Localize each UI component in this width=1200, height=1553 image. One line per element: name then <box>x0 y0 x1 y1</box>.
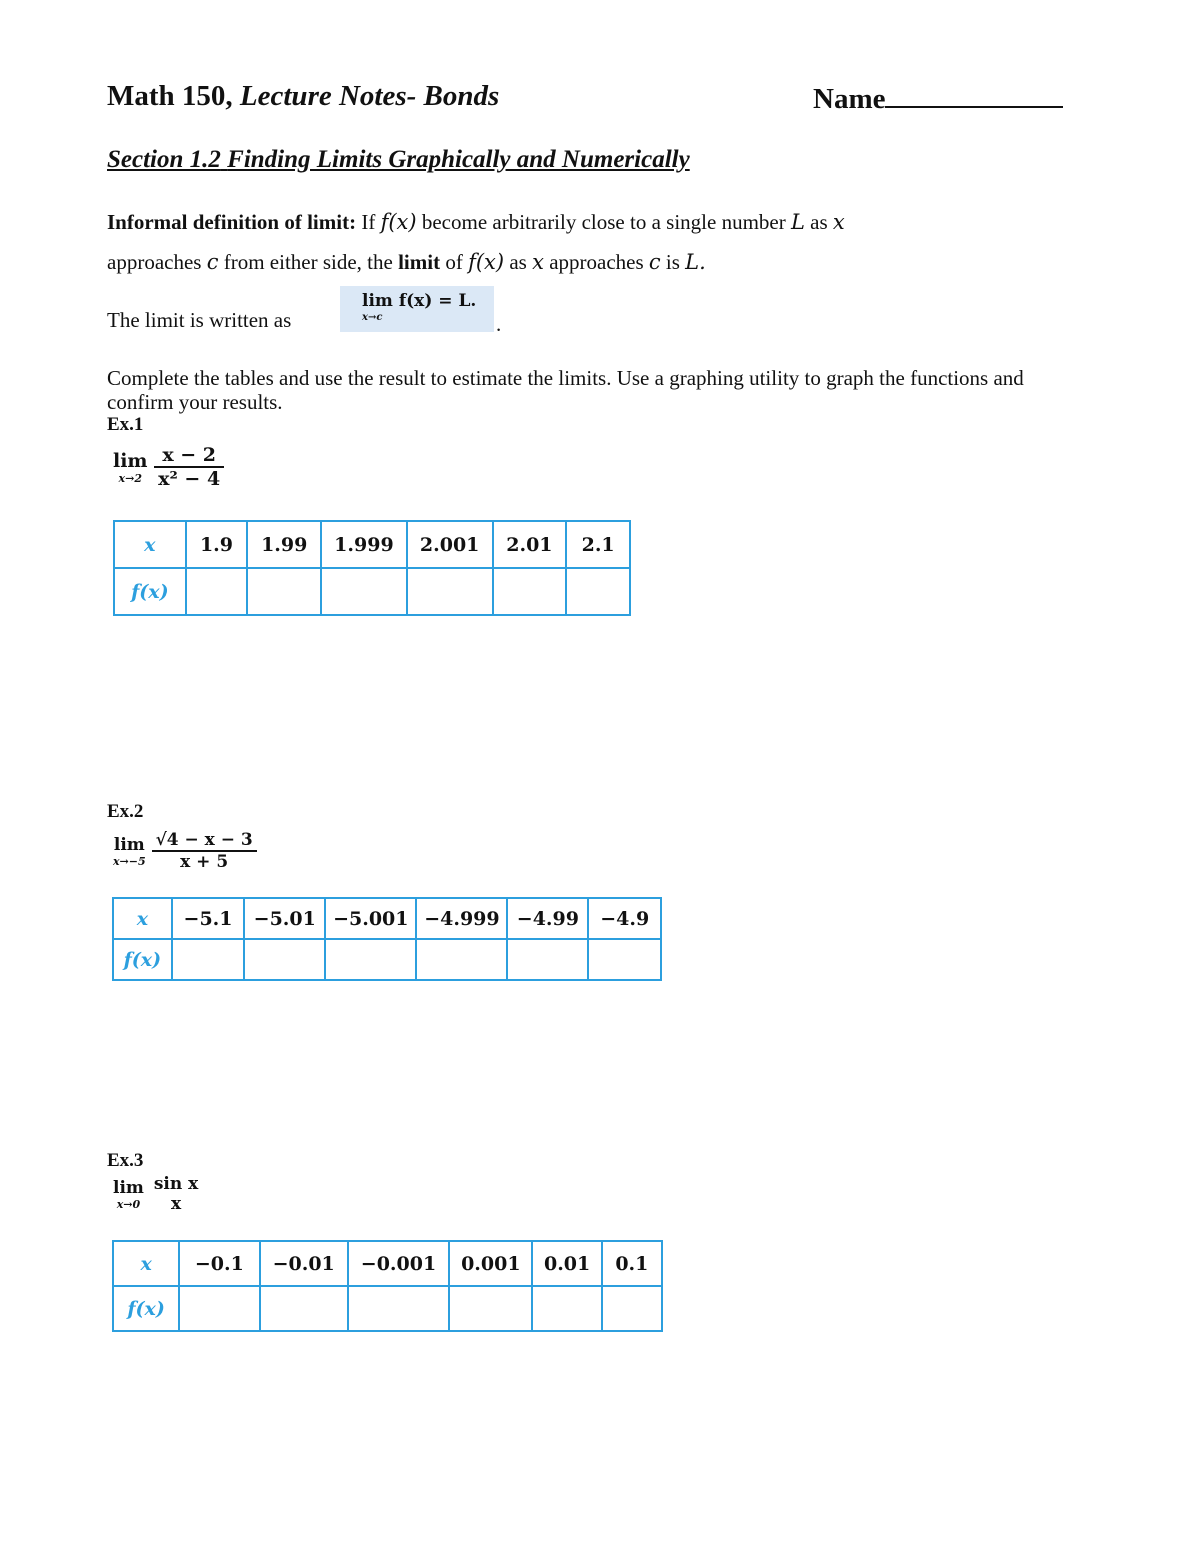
x-value-cell: 1.9 <box>186 521 248 568</box>
definition-c: c <box>648 250 661 274</box>
x-value-cell: −5.01 <box>244 898 325 939</box>
numerator: sin x <box>153 1174 199 1194</box>
x-value-cell: −4.99 <box>507 898 588 939</box>
fx-answer-cell[interactable] <box>179 1286 259 1331</box>
fraction <box>150 1174 202 1214</box>
name-blank-line[interactable] <box>885 80 1063 108</box>
lecture-title: Lecture Notes- Bonds <box>239 80 500 112</box>
document-title <box>107 80 499 113</box>
fx-answer-cell[interactable] <box>247 568 321 615</box>
definition-text: is <box>665 250 680 274</box>
lim-subscript: x→2 <box>118 471 142 485</box>
x-value-cell: 0.01 <box>532 1241 601 1286</box>
x-value-cell: −5.1 <box>172 898 245 939</box>
fx-answer-cell[interactable] <box>449 1286 532 1331</box>
fraction <box>152 830 257 872</box>
fx-answer-cell[interactable] <box>493 568 567 615</box>
row-header-fx: f(x) <box>113 1286 179 1331</box>
definition-text: If <box>361 210 376 234</box>
x-value-cell: −5.001 <box>325 898 416 939</box>
row-header-fx: f(x) <box>113 939 172 980</box>
example-expression <box>113 830 257 872</box>
limit-notation-box <box>340 286 494 332</box>
definition-x: x <box>532 250 544 274</box>
course-label: Math 150, <box>107 80 233 112</box>
definition-text: from either side, the <box>223 250 393 274</box>
fx-answer-cell[interactable] <box>588 939 661 980</box>
x-value-cell: 0.1 <box>602 1241 662 1286</box>
x-value-cell: 0.001 <box>449 1241 532 1286</box>
table-row <box>114 568 630 615</box>
limit-notation-text: The limit is written as <box>107 308 292 332</box>
definition-fx: f(x) <box>380 210 417 234</box>
x-value-cell: −4.9 <box>588 898 661 939</box>
numerator: x − 2 <box>162 444 217 466</box>
fx-answer-cell[interactable] <box>602 1286 662 1331</box>
lim-subscript: x→0 <box>116 1197 141 1211</box>
fx-answer-cell[interactable] <box>407 568 493 615</box>
denominator: x + 5 <box>152 850 257 872</box>
row-header-x: x <box>113 1241 179 1286</box>
row-header-fx: f(x) <box>114 568 186 615</box>
denominator: x² − 4 <box>154 466 224 490</box>
x-value-cell: −0.001 <box>348 1241 449 1286</box>
table-row <box>113 898 661 939</box>
numerator: √4 − x − 3 <box>155 830 253 850</box>
fx-answer-cell[interactable] <box>507 939 588 980</box>
fx-answer-cell[interactable] <box>260 1286 348 1331</box>
lim-operator: lim x→−5 <box>113 834 146 868</box>
fx-answer-cell[interactable] <box>244 939 325 980</box>
fx-answer-cell[interactable] <box>172 939 245 980</box>
definition-label: Informal definition of limit: <box>107 210 357 234</box>
lim-operator: lim x→0 <box>113 1177 144 1211</box>
definition-text: approaches <box>549 250 644 274</box>
definition-fx: f(x) <box>468 250 505 274</box>
limit-definition <box>107 202 1067 282</box>
example-expression <box>113 1174 202 1214</box>
x-value-cell: 1.999 <box>321 521 407 568</box>
definition-text: as <box>509 250 527 274</box>
fx-answer-cell[interactable] <box>532 1286 601 1331</box>
definition-limit-word: limit <box>398 250 441 274</box>
x-value-cell: −0.1 <box>179 1241 259 1286</box>
row-header-x: x <box>113 898 172 939</box>
value-table <box>112 1240 663 1332</box>
fx-answer-cell[interactable] <box>186 568 248 615</box>
table-row <box>114 521 630 568</box>
x-value-cell: 2.001 <box>407 521 493 568</box>
definition-text: of <box>445 250 463 274</box>
section-title: Finding Limits Graphically and Numerically <box>227 146 690 173</box>
example-expression <box>113 444 224 490</box>
definition-x: x <box>832 210 845 234</box>
name-label: Name <box>813 83 886 115</box>
name-field <box>813 80 1063 116</box>
fx-answer-cell[interactable] <box>348 1286 449 1331</box>
x-value-cell: −0.01 <box>260 1241 348 1286</box>
limit-notation-period: . <box>496 312 502 336</box>
fx-answer-cell[interactable] <box>325 939 416 980</box>
section-number: Section 1.2 <box>107 146 221 173</box>
limit-expression: lim f(x) = L. <box>362 291 477 311</box>
row-header-x: x <box>114 521 186 568</box>
example-label: Ex.3 <box>107 1150 144 1171</box>
definition-text: become arbitrarily close to a single number <box>421 210 786 234</box>
example-label: Ex.2 <box>107 801 144 822</box>
table-row <box>113 1286 662 1331</box>
x-value-cell: 2.1 <box>566 521 630 568</box>
fx-answer-cell[interactable] <box>321 568 407 615</box>
definition-c: c <box>206 250 219 274</box>
definition-L: L <box>790 210 805 234</box>
instructions: Complete the tables and use the result to estimate the limits. Use a graphing utility to graph the functions and confirm your results. <box>107 366 1024 414</box>
definition-L: L. <box>685 250 706 274</box>
fx-answer-cell[interactable] <box>566 568 630 615</box>
definition-text: approaches <box>107 250 202 274</box>
x-value-cell: 1.99 <box>247 521 321 568</box>
table-row <box>113 1241 662 1286</box>
fx-answer-cell[interactable] <box>416 939 507 980</box>
lim-subscript: x→−5 <box>113 854 146 868</box>
table-row <box>113 939 661 980</box>
denominator: x <box>170 1194 182 1214</box>
x-value-cell: 2.01 <box>493 521 567 568</box>
value-table <box>112 897 662 981</box>
value-table <box>113 520 631 616</box>
limit-subscript: x→c <box>362 312 383 323</box>
definition-text: as <box>810 210 828 234</box>
x-value-cell: −4.999 <box>416 898 507 939</box>
section-heading <box>107 146 690 174</box>
example-label: Ex.1 <box>107 414 144 435</box>
lim-operator: lim x→2 <box>113 449 148 485</box>
fraction <box>154 444 224 490</box>
